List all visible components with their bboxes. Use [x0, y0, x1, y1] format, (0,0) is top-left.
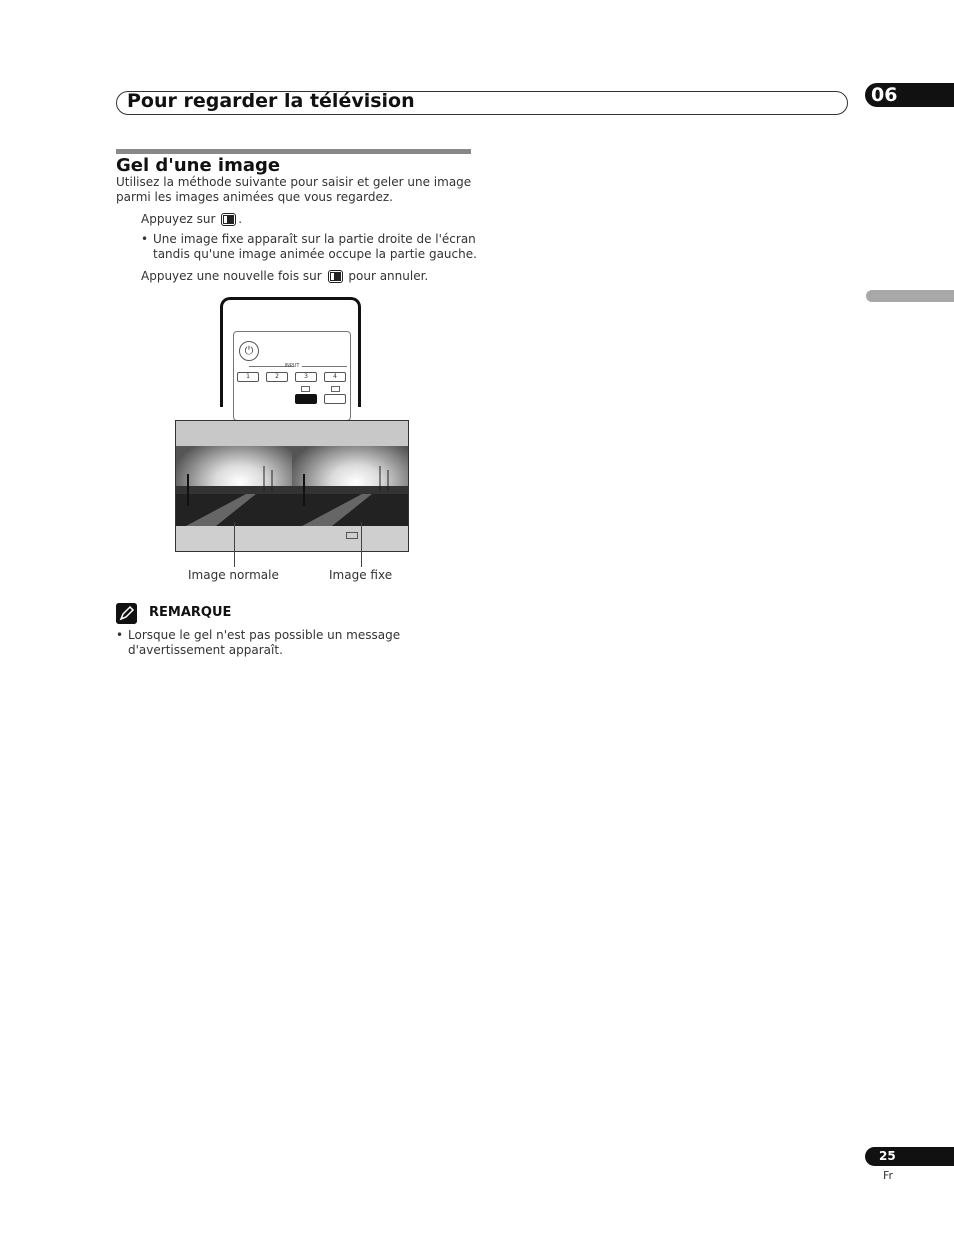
remote-control-illustration — [220, 297, 361, 407]
split-screen-icon — [301, 386, 310, 392]
freeze-button-icon — [295, 394, 317, 404]
remote-panel — [233, 331, 351, 421]
step-1-text: Appuyez sur — [141, 212, 216, 226]
page-header-title: Pour regarder la télévision — [127, 90, 415, 112]
remark-title: REMARQUE — [149, 605, 232, 620]
bullet-line-1: Une image fixe apparaît sur la partie droite de l'écran — [153, 232, 476, 246]
freeze-button-icon — [221, 213, 236, 226]
freeze-button-icon — [328, 270, 343, 283]
remark-bullet-dot: • — [116, 628, 124, 642]
bullet-dot: • — [141, 232, 149, 246]
normal-image-photo — [176, 446, 292, 526]
note-pencil-icon — [116, 603, 137, 624]
caption-normal-image: Image normale — [188, 568, 279, 582]
input-label: INPUT — [284, 363, 300, 369]
freeze-image-photo — [292, 446, 408, 526]
language-code: Fr — [883, 1169, 894, 1182]
side-index-tab — [866, 290, 954, 302]
screen-top-band — [176, 421, 408, 446]
tv-screen-illustration — [175, 420, 409, 552]
screen-bottom-band — [176, 526, 408, 551]
step-2 — [141, 269, 428, 284]
page-number: 25 — [865, 1147, 954, 1166]
swap-icon — [331, 386, 340, 392]
section-title: Gel d'une image — [116, 155, 281, 176]
input-button-1: 1 — [237, 372, 259, 382]
step-2-text: Appuyez une nouvelle fois sur — [141, 269, 322, 283]
leader-line-freeze — [361, 522, 362, 567]
intro-line-1: Utilisez la méthode suivante pour saisir et geler une image — [116, 175, 472, 189]
step-1-end: . — [238, 212, 243, 226]
step-2-end: pour annuler. — [348, 269, 429, 283]
input-button-3: 3 — [295, 372, 317, 382]
remark-line-2: d'avertissement apparaît. — [128, 643, 283, 657]
intro-line-2: parmi les images animées que vous regardez. — [116, 190, 393, 204]
freeze-indicator-icon — [346, 532, 358, 539]
caption-freeze-image: Image fixe — [329, 568, 393, 582]
input-button-2: 2 — [266, 372, 288, 382]
multi-screen-button-icon — [324, 394, 346, 404]
leader-line-normal — [234, 522, 235, 567]
bullet-line-2: tandis qu'une image animée occupe la partie gauche. — [153, 247, 477, 261]
power-icon: ⏻ — [239, 341, 259, 361]
remark-line-1: Lorsque le gel n'est pas possible un message — [128, 628, 401, 642]
step-1 — [141, 212, 242, 227]
chapter-tab: 06 — [865, 83, 954, 107]
input-button-4: 4 — [324, 372, 346, 382]
